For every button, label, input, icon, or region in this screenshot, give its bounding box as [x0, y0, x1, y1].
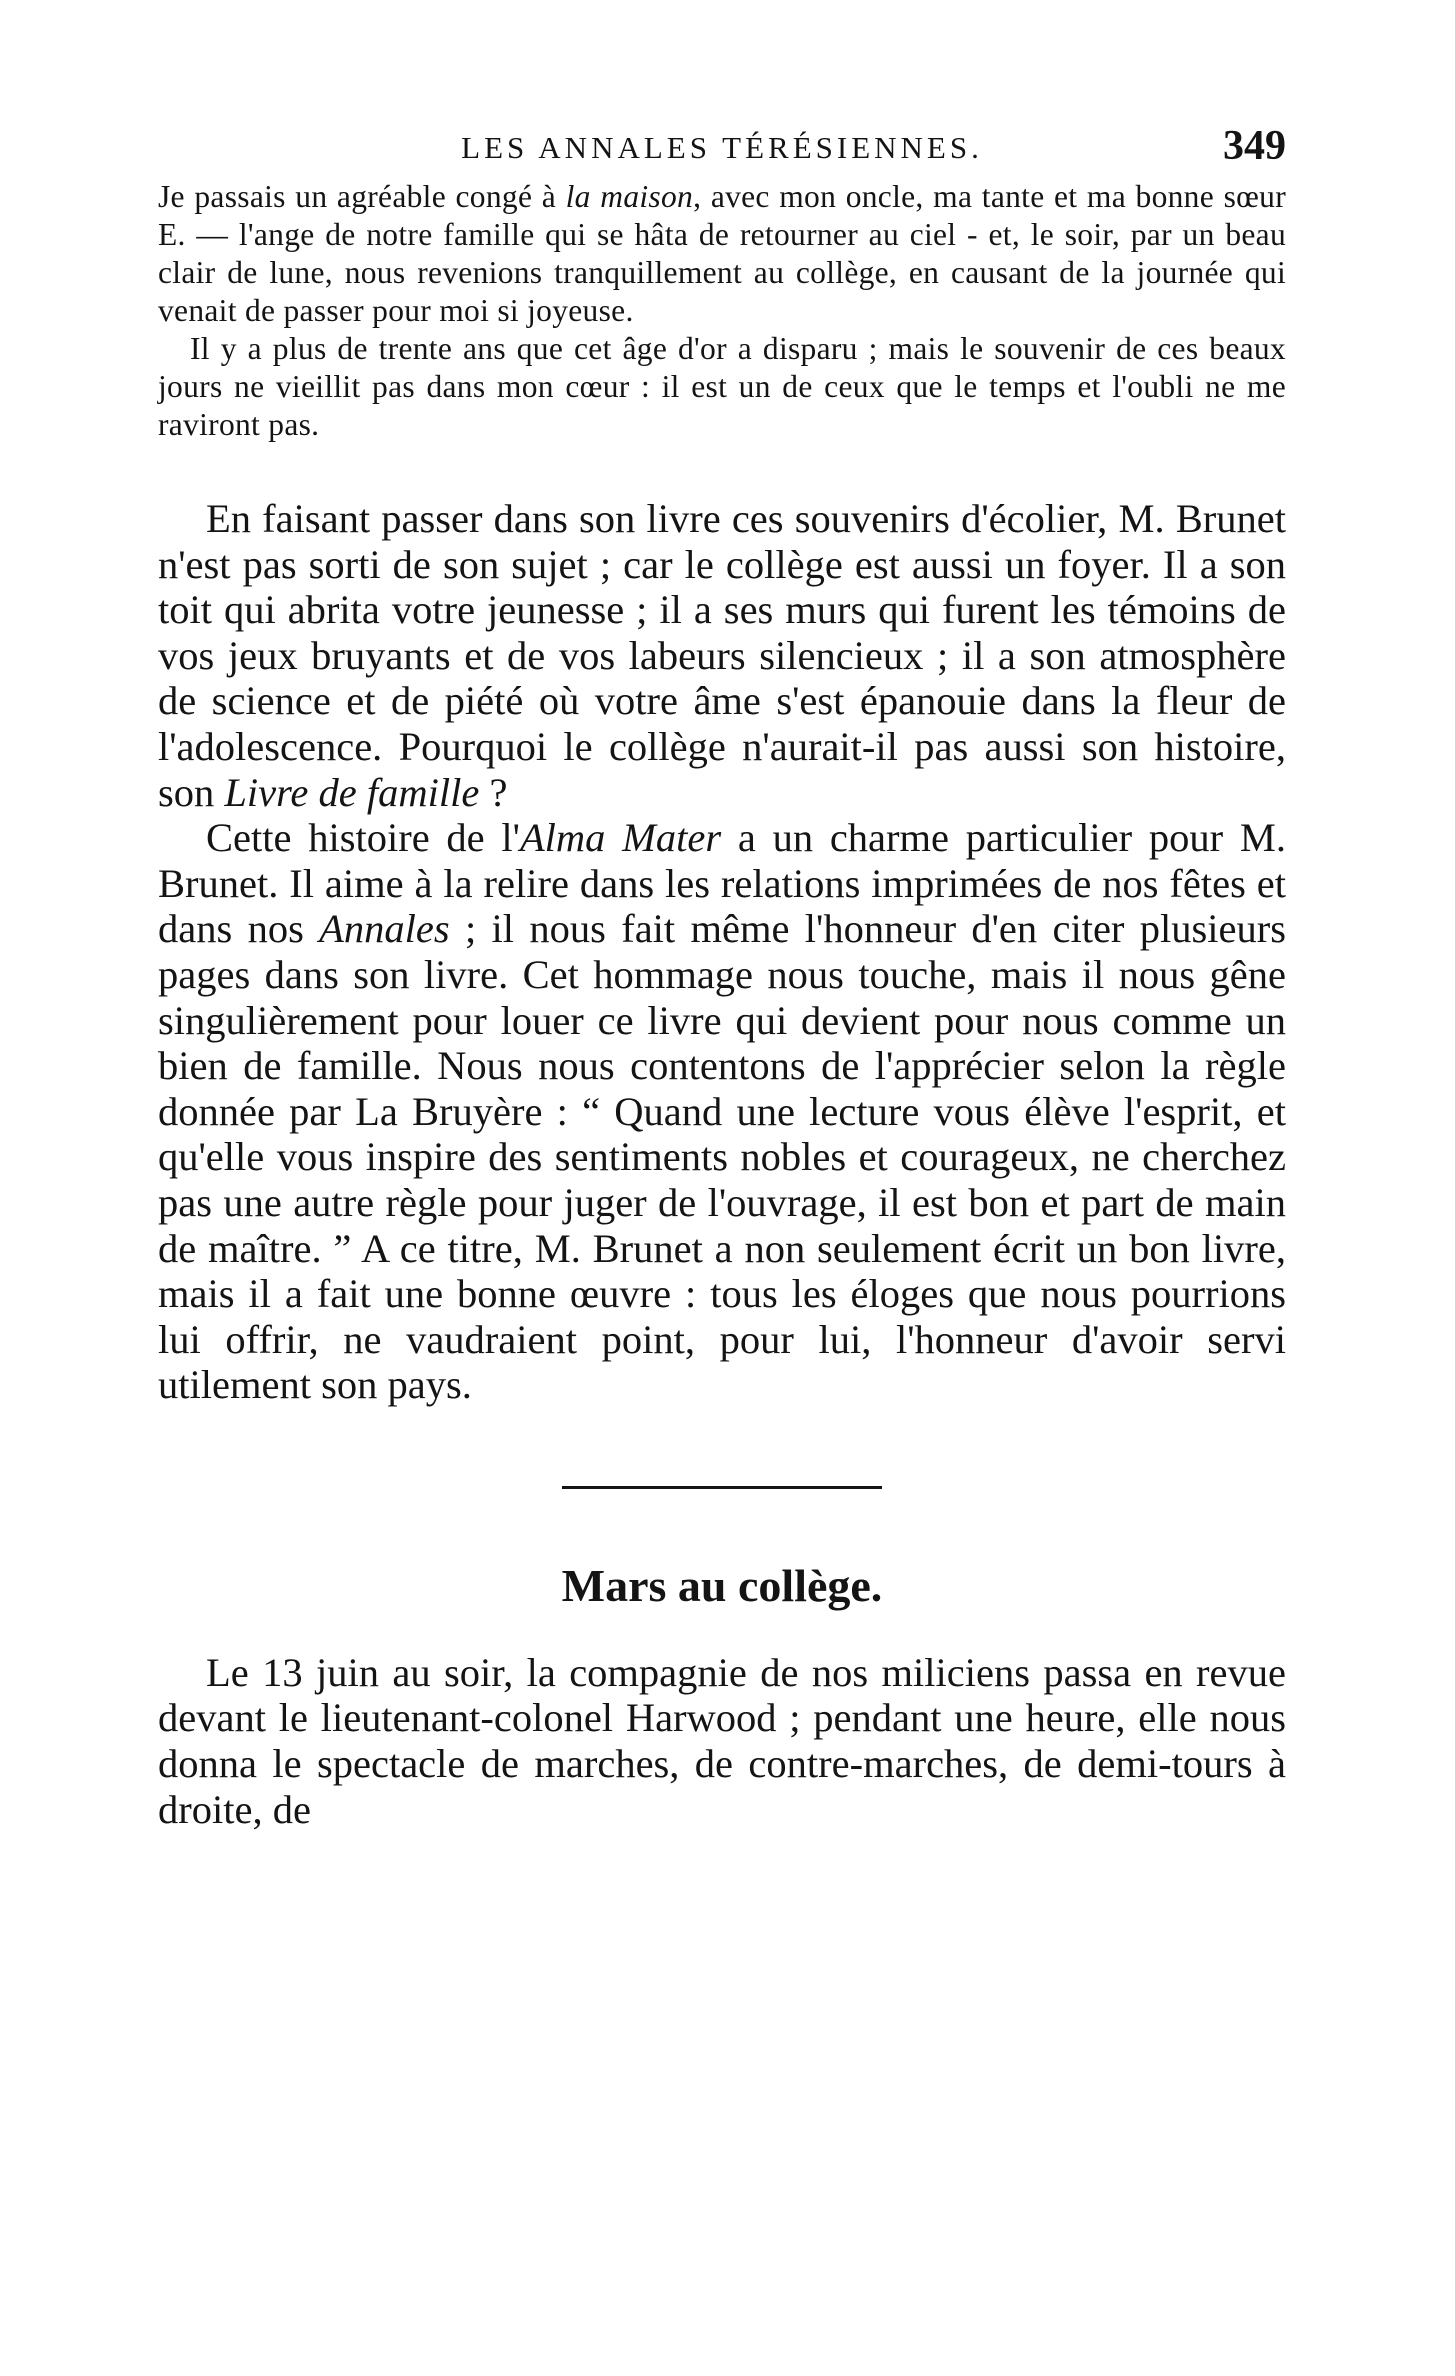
- body-italic-text: Annales: [319, 906, 450, 952]
- section-text: [158, 1650, 1286, 1832]
- quote-text: Je passais un agréable congé à: [158, 179, 566, 214]
- body-paragraph-1: [158, 496, 1286, 815]
- body-paragraph-2: [158, 815, 1286, 1408]
- quoted-passage: [158, 178, 1286, 444]
- section-divider: [562, 1486, 882, 1489]
- body-italic-text: Livre de famille: [224, 769, 480, 815]
- running-header: [158, 118, 1286, 178]
- body-italic-text: Alma Mater: [519, 815, 722, 861]
- book-page: [158, 118, 1286, 1832]
- section-heading: Mars au collège.: [561, 1559, 883, 1611]
- running-title: LES ANNALES TÉRÉSIENNES.: [461, 130, 983, 165]
- section-paragraph-1: Le 13 juin au soir, la compagnie de nos miliciens passa en revue devant le lieutenant-colonel Harwood ; pendant une heure, elle nous donna le spectacle de marches, de contre-marches, de demi-tours à droite, de: [158, 1649, 1286, 1832]
- body-text: a un charme particulier pour M. Brunet. Il aime à la relire dans les relations imprimées de nos fêtes et dans nos: [158, 815, 1286, 952]
- quote-paragraph-1: [158, 178, 1286, 330]
- quote-text: , avec mon oncle, ma tante et ma bonne sœur E. — l'ange de notre famille qui se hâta de retourner au ciel - et, le soir, par un beau clair de lune, nous revenions tranquillement au collège, en causant de la journée qui venait de passer pour moi si joyeuse.: [158, 179, 1287, 328]
- quote-italic-text: la maison: [565, 179, 694, 214]
- body-text: En faisant passer dans son livre ces souvenirs d'écolier, M. Brunet n'est pas sorti de son sujet ; car le collège est aussi un foyer. Il a son toit qui abrita votre jeunesse ; il a ses murs qui furent les témoins de vos jeux bruyants et de vos labeurs silencieux ; il a son atmosphère de science et de piété où votre âme s'est épanouie dans la fleur de l'adolescence. Pourquoi le collège n'aurait-il pas aussi son histoire, son: [158, 496, 1286, 815]
- page-number: 349: [1223, 123, 1286, 169]
- main-text: [158, 496, 1286, 1408]
- body-text: ?: [479, 769, 508, 815]
- quote-paragraph-2: Il y a plus de trente ans que cet âge d'or a disparu ; mais le souvenir de ces beaux jours ne vieillit pas dans mon cœur : il est un de ceux que le temps et l'oubli ne me raviront pas.: [158, 331, 1286, 442]
- body-text: Cette histoire de l': [206, 815, 520, 861]
- body-text: ; il nous fait même l'honneur d'en citer plusieurs pages dans son livre. Cet hommage nous touche, mais il nous gêne singulièrement pour louer ce livre qui devient pour nous comme un bien de famille. Nous nous contentons de l'apprécier selon la règle donnée par La Bruyère : “ Quand une lecture vous élève l'esprit, et qu'elle vous inspire des sentiments nobles et courageux, ne cherchez pas une autre règle pour juger de l'ouvrage, il est bon et part de main de maître. ” A ce titre, M. Brunet a non seulement écrit un bon livre, mais il a fait une bonne œuvre : tous les éloges que nous pourrions lui offrir, ne vaudraient point, pour lui, l'honneur d'avoir servi utilement son pays.: [158, 906, 1286, 1408]
